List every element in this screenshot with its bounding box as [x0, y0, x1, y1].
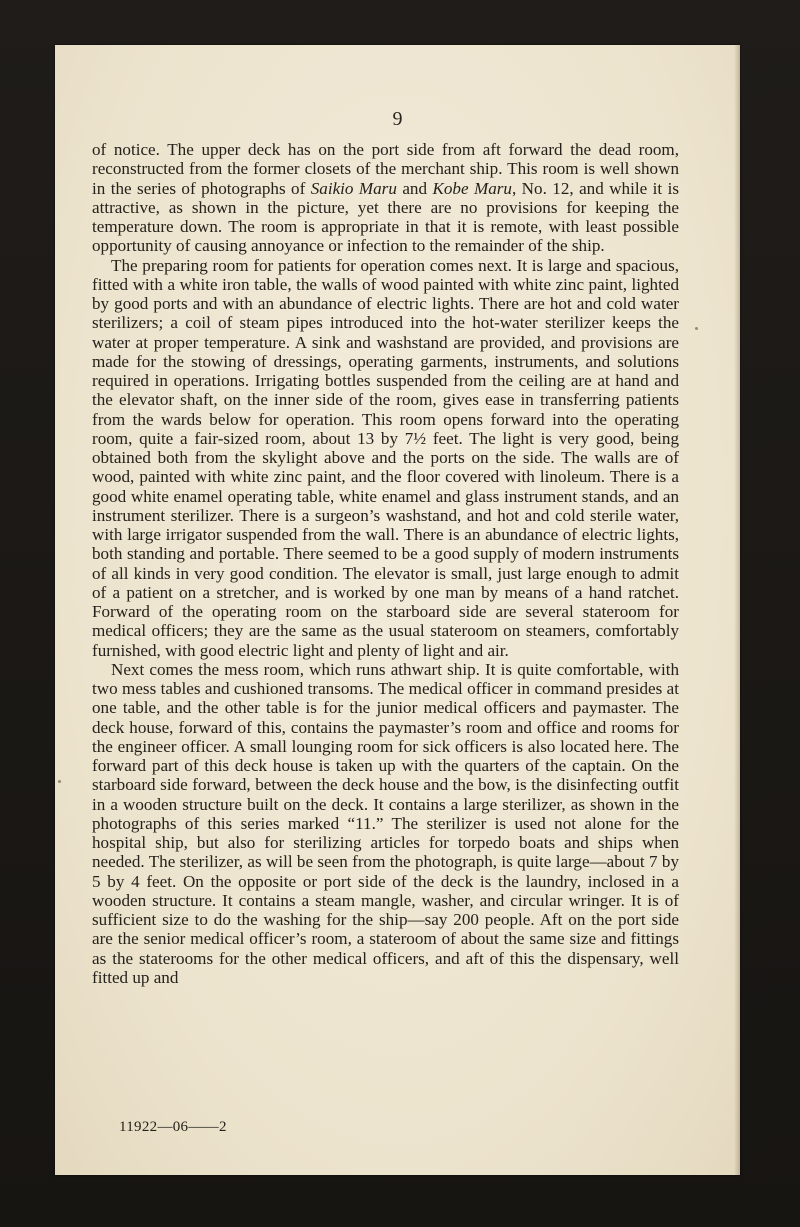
- paragraph-3: [92, 660, 679, 987]
- text-run: The preparing room for patients for operation comes next. It is large and spacious, fitted with a white iron table, the walls of wood painted with white zinc paint, lighted by good ports and with an abundance of electric lights. There are hot and cold water sterilizers; a coil of steam pipes introduced into the hot-water sterilizer keeps the water at proper temperature. A sink and washstand are provided, and provisions are made for the stowing of dressings, operating garments, instruments, and solutions required in operations. Irrigating bottles suspended from the ceiling are at hand and the elevator shaft, on the inner side of the room, gives ease in transferring patients from the wards below for operation. This room opens forward into the operating room, quite a fair-sized room, about 13 by 7½ feet. The light is very good, being obtained both from the skylight above and the ports on the side. The walls are of wood, painted with white zinc paint, and the floor covered with linoleum. There is a good white enamel operating table, white enamel and glass instrument stands, and an instrument sterilizer. There is a surgeon’s washstand, and hot and cold sterile water, with large irrigator suspended from the wall. There is an abundance of electric lights, both standing and portable. There seemed to be a good supply of modern instruments of all kinds in very good condition. The elevator is small, just large enough to admit of a patient on a stretcher, and is worked by one man by means of a hand ratchet. Forward of the operating room on the starboard side are several stateroom for medical officers; they are the same as the usual stateroom on steamers, comfortably furnished, with good electric light and plenty of light and air.: [92, 255, 679, 660]
- paper-speck: [695, 327, 698, 330]
- book-page: [55, 45, 740, 1175]
- ship-name-italic: Saikio Maru: [310, 178, 397, 198]
- ship-name-italic: Kobe Maru: [432, 178, 512, 198]
- signature-mark: 11922—06——2: [119, 1119, 227, 1135]
- text-run: of notice. The upper deck has on the port side from aft forward the dead room, reconstructed from the former closets of the merchant ship. This room is well shown in the series of photographs of: [92, 140, 679, 198]
- text-run: and: [396, 178, 433, 198]
- page-number: 9: [392, 108, 403, 130]
- text-run: , No. 12, and while it is attractive, as shown in the picture, yet there are no provisions for keeping the temperature down. The room is appropriate in that it is remote, with least possible opportunity of causing annoyance or infection to the remainder of the ship.: [92, 178, 679, 256]
- body-text: [92, 140, 679, 987]
- paper-speck: [58, 780, 61, 783]
- text-run: Next comes the mess room, which runs athwart ship. It is quite comfortable, with two mess tables and cushioned transoms. The medical officer in command presides at one table, and the other table is for the junior medical officers and paymaster. The deck house, forward of this, contains the paymaster’s room and office and rooms for the engineer officer. A small lounging room for sick officers is also located here. The forward part of this deck house is taken up with the quarters of the captain. On the starboard side forward, between the deck house and the bow, is the disinfecting outfit in a wooden structure built on the deck. It contains a large sterilizer, as shown in the photographs of this series marked “11.” The sterilizer is used not alone for the hospital ship, but also for sterilizing articles for torpedo boats and ships when needed. The sterilizer, as will be seen from the photograph, is quite large—about 7 by 5 by 4 feet. On the opposite or port side of the deck is the laundry, inclosed in a wooden structure. It contains a steam mangle, washer, and circular wringer. It is of sufficient size to do the washing for the ship—say 200 people. Aft on the port side are the senior medical officer’s room, a stateroom of about the same size and fittings as the staterooms for the other medical officers, and aft of this the dispensary, well fitted up and: [92, 659, 679, 987]
- page-edge-shadow: [734, 45, 740, 1175]
- paragraph-2: [92, 256, 679, 660]
- paragraph-1: [92, 140, 679, 256]
